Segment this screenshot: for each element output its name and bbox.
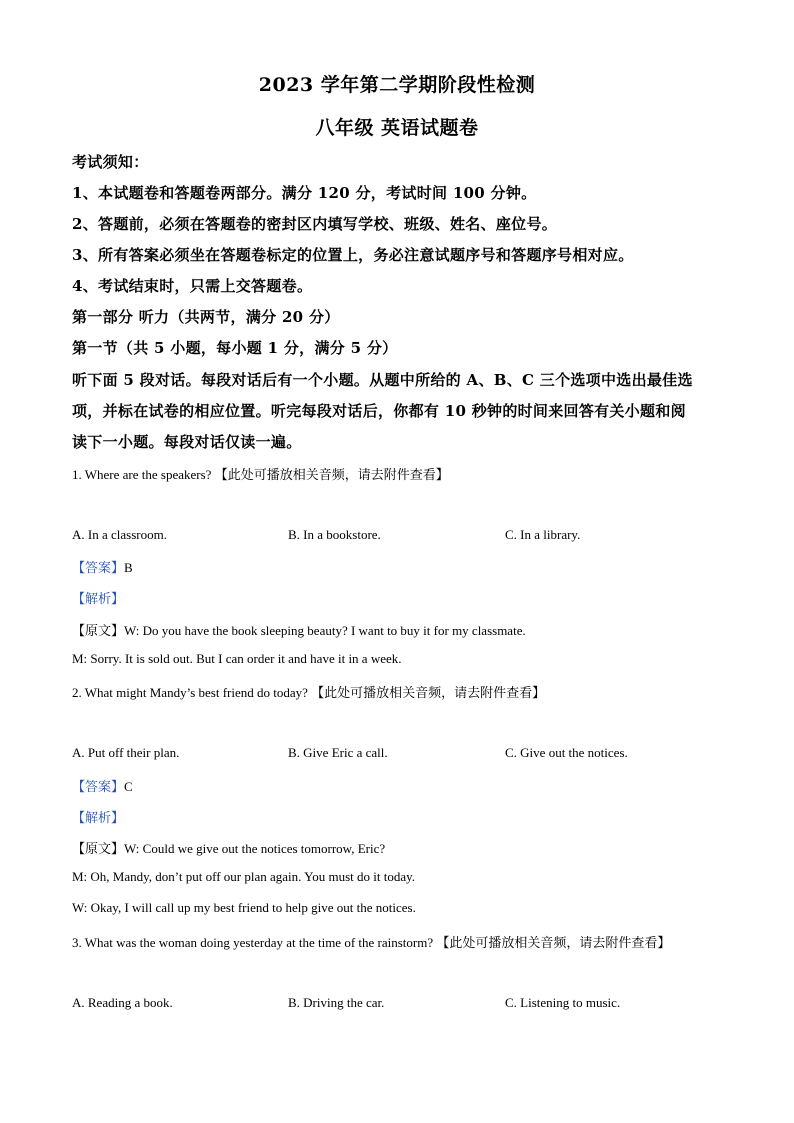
transcript-line: W: Okay, I will call up my best friend to help give out the notices. (72, 900, 416, 915)
transcript-text: W: Do you have the book sleeping beauty? I want to buy it for my classmate. (124, 623, 526, 638)
notice-item: 3、所有答案必须坐在答题卷标定的位置上，务必注意试题序号和答题序号相对应。 (72, 246, 634, 264)
page-title: 2023 学年第二学期阶段性检测 (258, 74, 536, 96)
option-c: C. In a library. (505, 527, 581, 542)
option-a: A. Put off their plan. (72, 745, 180, 760)
option-a: A. Reading a book. (72, 995, 173, 1010)
question-text: 3. What was the woman doing yesterday at the time of the rainstorm? (72, 935, 434, 950)
audio-note: 【此处可播放相关音频，请去附件查看】 (311, 686, 546, 701)
analysis-tag: 【解析】 (72, 811, 125, 826)
answer-value: C (124, 779, 133, 794)
analysis-tag: 【解析】 (72, 592, 125, 607)
instruction-line: 听下面 5 段对话。每段对话后有一个小题。从题中所给的 A、B、C 三个选项中选出最佳选 (72, 371, 693, 389)
transcript-line: M: Sorry. It is sold out. But I can order it and have it in a week. (72, 651, 402, 666)
answer-tag: 【答案】 (72, 561, 125, 576)
question-stem (72, 464, 449, 483)
notice-item: 1、本试题卷和答题卷两部分。满分 120 分，考试时间 100 分钟。 (72, 184, 537, 202)
analysis-line (72, 807, 124, 826)
option-c: C. Give out the notices. (505, 745, 628, 760)
part-heading: 第一部分 听力（共两节，满分 20 分） (72, 308, 340, 326)
instruction-line: 项，并标在试卷的相应位置。听完每段对话后，你都有 10 秒钟的时间来回答有关小题和阅 (72, 402, 686, 420)
transcript-line (72, 620, 526, 639)
notice-item: 4、考试结束时，只需上交答题卷。 (72, 277, 313, 295)
option-c: C. Listening to music. (505, 995, 621, 1010)
question-stem (72, 932, 670, 951)
transcript-line: M: Oh, Mandy, don’t put off our plan again. You must do it today. (72, 869, 416, 884)
question-text: 1. Where are the speakers? (72, 467, 212, 482)
instruction-line: 读下一小题。每段对话仅读一遍。 (72, 433, 302, 451)
original-tag: 【原文】 (72, 842, 125, 857)
analysis-line (72, 588, 124, 607)
option-a: A. In a classroom. (72, 527, 167, 542)
answer-value: B (124, 560, 133, 575)
notice-item: 2、答题前，必须在答题卷的密封区内填写学校、班级、姓名、座位号。 (72, 215, 558, 233)
audio-note: 【此处可播放相关音频，请去附件查看】 (214, 468, 449, 483)
section-heading: 第一节（共 5 小题，每小题 1 分，满分 5 分） (72, 339, 398, 357)
option-b: B. Driving the car. (288, 995, 385, 1010)
option-b: B. In a bookstore. (288, 527, 381, 542)
question-text: 2. What might Mandy’s best friend do today? (72, 685, 308, 700)
answer-line (72, 557, 133, 576)
answer-tag: 【答案】 (72, 780, 125, 795)
notice-heading: 考试须知： (72, 153, 149, 171)
transcript-text: W: Could we give out the notices tomorrow, Eric? (124, 841, 386, 856)
answer-line (72, 776, 133, 795)
audio-note: 【此处可播放相关音频，请去附件查看】 (436, 936, 671, 951)
option-b: B. Give Eric a call. (288, 745, 388, 760)
question-stem (72, 682, 545, 701)
transcript-line (72, 838, 385, 857)
page-subtitle: 八年级 英语试题卷 (315, 117, 479, 139)
original-tag: 【原文】 (72, 624, 125, 639)
